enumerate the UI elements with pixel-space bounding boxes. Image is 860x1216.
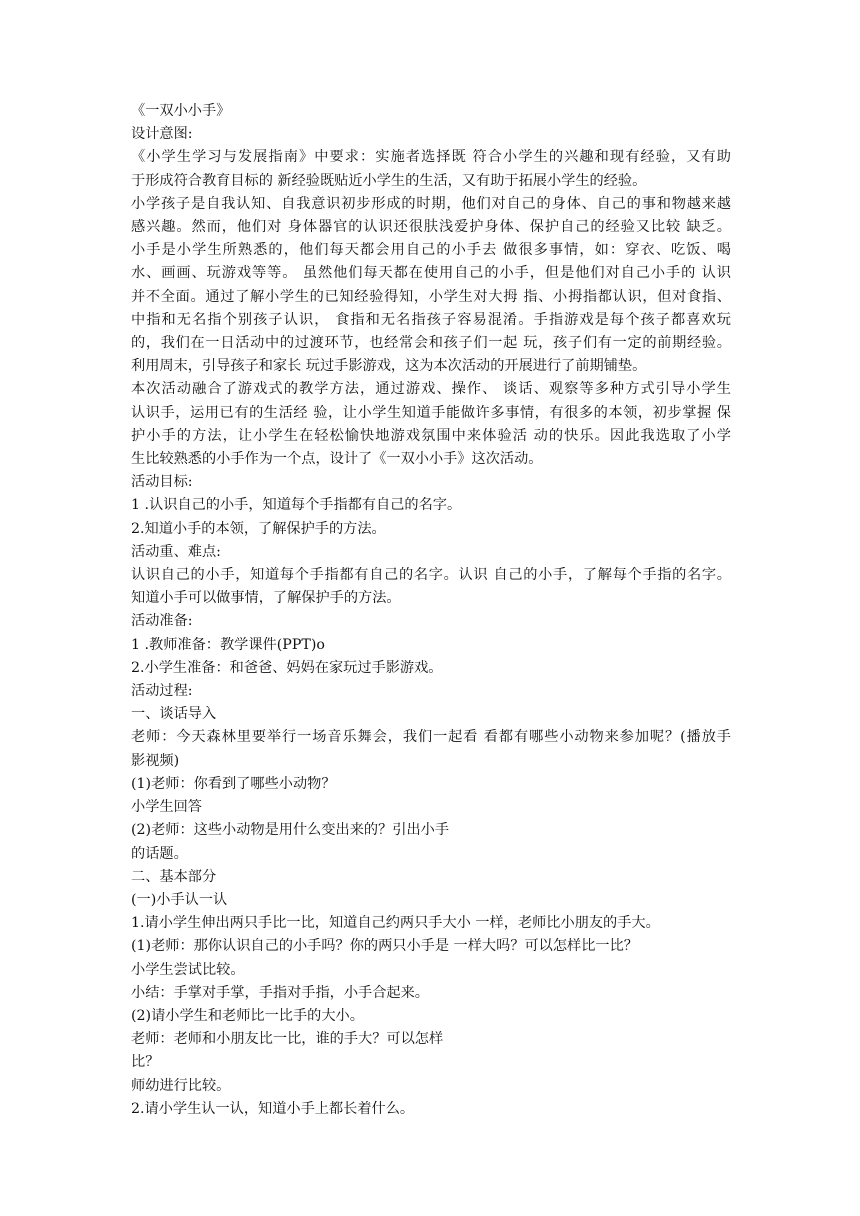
paragraph-line: 老师：老师和小朋友比一比，谁的手大？可以怎样 [131, 1031, 444, 1048]
section-heading: 活动目标: [131, 474, 193, 491]
paragraph-line: (2)老师：这些小动物是用什么变出来的？引出小手 [131, 822, 450, 839]
list-item: 1.请小学生伸出两只手比一比，知道自己约两只手大小 一样，老师比小朋友的手大。 [131, 915, 660, 932]
section-heading: 活动过程: [131, 683, 193, 700]
paragraph-line: (1)老师：你看到了哪些小动物？ [131, 775, 336, 792]
paragraph-line: 师幼进行比较。 [131, 1077, 231, 1094]
paragraph-line: 小结：手掌对手掌，手指对手指，小手合起来。 [131, 984, 429, 1001]
paragraph-line: 小手是小学生所熟悉的，他们每天都会用自己的小手去 做很多事情，如：穿衣、吃饭、喝 [131, 242, 731, 259]
section-heading: 活动重、难点: [131, 543, 221, 560]
subsection-heading: 二、基本部分 [131, 868, 217, 885]
section-heading: 活动准备: [131, 613, 193, 630]
paragraph-line: 护小手的方法，让小学生在轻松愉快地游戏氛围中来体验活 动的快乐。因此我选取了小学 [131, 427, 731, 444]
paragraph-line: 并不全面。通过了解小学生的已知经验得知，小学生对大拇 指、小拇指都认识，但对食指、 [131, 288, 731, 305]
list-item: 1 .教师准备：教学课件(PPT)o [131, 636, 325, 653]
subsection-heading: 一、谈话导入 [131, 706, 217, 723]
paragraph-line: 认识手，运用已有的生活经 验，让小学生知道手能做许多事情，有很多的本领，初步掌握 保 [131, 404, 731, 421]
list-item: 2.知道小手的本领，了解保护手的方法。 [131, 520, 386, 537]
paragraph-line: (1)老师：那你认识自己的小手吗？你的两只小手是 一样大吗？可以怎样比一比？ [131, 938, 638, 955]
list-item: 2.小学生准备：和爸爸、妈妈在家玩过手影游戏。 [131, 659, 443, 676]
paragraph-line: 于形成符合教育目标的 新经验既贴近小学生的生活，又有助于拓展小学生的经验。 [131, 172, 647, 189]
paragraph-line: 本次活动融合了游戏式的教学方法，通过游戏、操作、 谈话、观察等多种方式引导小学生 [131, 381, 731, 398]
paragraph-line: 的，我们在一日活动中的过渡环节，也经常会和孩子们一起 玩，孩子们有一定的前期经验。 [131, 335, 731, 352]
paragraph-line: 小学生尝试比较。 [131, 961, 245, 978]
list-item: 1 .认识自己的小手，知道每个手指都有自己的名字。 [131, 497, 462, 514]
subsection-heading: (一)小手认一认 [131, 891, 228, 908]
paragraph-line: 知道小手可以做事情，了解保护手的方法。 [131, 590, 401, 607]
paragraph-line: 《小学生学习与发展指南》中要求：实施者选择既 符合小学生的兴趣和现有经验，又有助 [131, 149, 731, 166]
document-page [131, 100, 731, 1121]
paragraph-line: (2)请小学生和老师比一比手的大小。 [131, 1007, 364, 1024]
paragraph-line: 生比较熟悉的小手作为一个点，设计了《一双小小手》这次活动。 [131, 451, 543, 468]
paragraph-line: 比？ [131, 1054, 160, 1071]
paragraph-line: 中指和无名指个别孩子认识， 食指和无名指孩子容易混淆。手指游戏是每个孩子都喜欢玩 [131, 311, 731, 328]
paragraph-line: 感兴趣。然而，他们对 身体器官的认识还很肤浅爱护身体、保护自己的经验又比较 缺乏。 [131, 219, 731, 236]
paragraph-line: 的话题。 [131, 845, 188, 862]
paragraph-line: 老师：今天森林里要举行一场音乐舞会，我们一起看 看都有哪些小动物来参加呢？(播放手 [131, 729, 731, 746]
paragraph-line: 小学孩子是自我认知、自我意识初步形成的时期，他们对自己的身体、自己的事和物越来越 [131, 195, 731, 212]
paragraph-line: 影视频) [131, 752, 180, 769]
list-item: 2.请小学生认一认，知道小手上都长着什么。 [131, 1100, 415, 1117]
doc-title: 《一双小小手》 [131, 103, 231, 119]
paragraph-line: 认识自己的小手，知道每个手指都有自己的名字。认识 自己的小手，了解每个手指的名字。 [131, 567, 731, 584]
paragraph-line: 小学生回答 [131, 799, 202, 816]
paragraph-line: 水、画画、玩游戏等等。 虽然他们每天都在使用自己的小手，但是他们对自己小手的 认识 [131, 265, 731, 282]
section-heading: 设计意图: [131, 126, 193, 143]
paragraph-line: 利用周末，引导孩子和家长 玩过手影游戏，这为本次活动的开展进行了前期铺垫。 [131, 358, 647, 375]
